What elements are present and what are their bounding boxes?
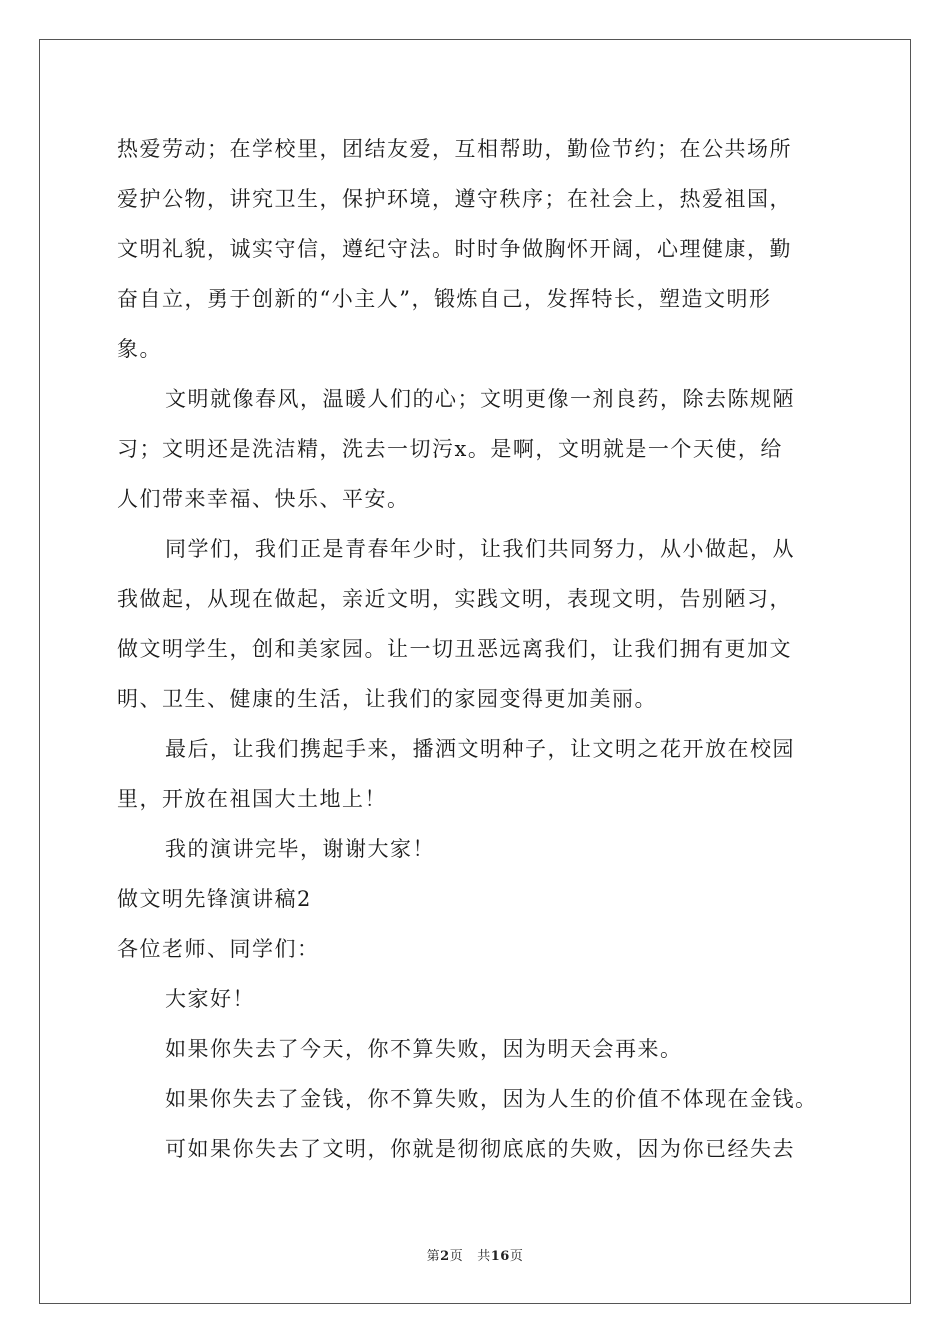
paragraph-line: 文明就像春风，温暖人们的心；文明更像一剂良药，除去陈规陋 <box>165 387 795 411</box>
section-heading: 做文明先锋演讲稿2 <box>117 887 312 911</box>
paragraph-line: 做文明学生，创和美家园。让一切丑恶远离我们，让我们拥有更加文 <box>117 637 792 661</box>
paragraph-line: 我的演讲完毕，谢谢大家！ <box>165 837 435 861</box>
salutation: 各位老师、同学们： <box>117 937 320 961</box>
greeting: 大家好！ <box>165 987 255 1011</box>
paragraph-line: 人们带来幸福、快乐、平安。 <box>117 487 410 511</box>
paragraph-line: 最后，让我们携起手来，播洒文明种子，让文明之花开放在校园 <box>165 737 795 761</box>
paragraph-line: 我做起，从现在做起，亲近文明，实践文明，表现文明，告别陋习， <box>117 587 792 611</box>
paragraph-line: 里，开放在祖国大土地上！ <box>117 787 387 811</box>
paragraph-line: 文明礼貌，诚实守信，遵纪守法。时时争做胸怀开阔，心理健康，勤 <box>117 237 792 261</box>
paragraph-line: 如果你失去了金钱，你不算失败，因为人生的价值不体现在金钱。 <box>165 1087 818 1111</box>
total-suffix: 页 <box>509 1249 524 1264</box>
page-footer <box>0 1245 950 1264</box>
paragraph-line: 明、卫生、健康的生活，让我们的家园变得更加美丽。 <box>117 687 657 711</box>
page-suffix: 页 <box>449 1249 464 1264</box>
paragraph-line: 如果你失去了今天，你不算失败，因为明天会再来。 <box>165 1037 683 1061</box>
total-pages: 16 <box>490 1249 510 1264</box>
paragraph-line: 同学们，我们正是青春年少时，让我们共同努力，从小做起，从 <box>165 537 795 561</box>
paragraph-line: 奋自立，勇于创新的“小主人”，锻炼自己，发挥特长，塑造文明形 <box>117 287 772 311</box>
paragraph-line: 热爱劳动；在学校里，团结友爱，互相帮助，勤俭节约；在公共场所 <box>117 137 792 161</box>
paragraph-line: 可如果你失去了文明，你就是彻彻底底的失败，因为你已经失去 <box>165 1137 795 1161</box>
page-number: 2 <box>440 1249 450 1264</box>
paragraph-line: 爱护公物，讲究卫生，保护环境，遵守秩序；在社会上，热爱祖国， <box>117 187 792 211</box>
total-prefix: 共 <box>477 1249 491 1264</box>
paragraph-line: 习；文明还是洗洁精，洗去一切污x。是啊，文明就是一个天使，给 <box>117 437 783 461</box>
paragraph-line: 象。 <box>117 337 162 361</box>
document-body <box>117 124 837 1174</box>
page-prefix: 第 <box>426 1249 441 1264</box>
